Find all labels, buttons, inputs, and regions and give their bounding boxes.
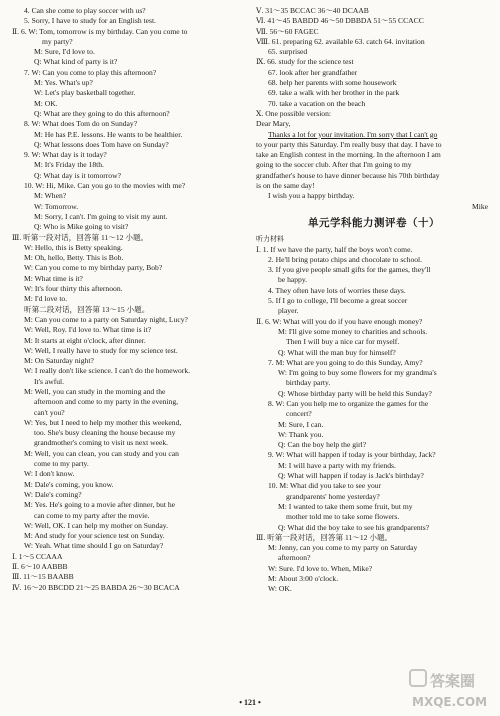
text-line: W: Well, I really have to study for my science test. — [24, 345, 178, 355]
text-line: can come to my party after the movie. — [34, 510, 150, 520]
answer-line: Ⅹ. One possible version: — [256, 108, 332, 118]
text-line: M: It starts at eight o'clock, after dinner. — [24, 335, 146, 345]
text-line: M: Dale's coming, you know. — [24, 479, 114, 489]
text-line: 听第二段对话，回答第 13～15 小题。 — [24, 304, 150, 314]
text-line: M: Can you come to a party on Saturday night, Lucy? — [24, 314, 188, 324]
text-line: M: When? — [34, 191, 67, 201]
text-line: M: Well, you can clean, you can study and you can — [24, 448, 179, 458]
text-line: M: Yes. What's up? — [34, 78, 93, 88]
script-line: birthday party. — [286, 378, 331, 388]
text-line: 4. Can she come to play soccer with us? — [24, 6, 146, 15]
section-title: 单元学科能力测评卷（十） — [308, 216, 440, 229]
script-line: 2. He'll bring potato chips and chocolate to school. — [268, 254, 423, 264]
text-line: afternoon and come to my party in the evening, — [34, 397, 179, 407]
text-line: Q: What lessons does Tom have on Sunday? — [34, 139, 169, 149]
answer-line: 70. take a vacation on the beach — [268, 98, 366, 108]
script-line: Ⅲ. 听第一段对话，回答第 11～12 小题。 — [256, 532, 393, 542]
script-line: W: Thank you. — [278, 429, 324, 439]
text-line: W: Yes, but I need to help my mother this weekend, — [24, 417, 182, 427]
answer-line: Ⅸ. 66. study for the science test — [256, 57, 354, 67]
answer-line: 68. help her parents with some housework — [268, 78, 397, 88]
text-line: M: Well, you can study in the morning and the — [24, 386, 166, 396]
section-subhead: 听力材料 — [256, 235, 284, 244]
watermark-line1: 答案圈 — [430, 672, 476, 690]
script-line: M: I will have a party with my friends. — [278, 460, 396, 470]
listening-script — [256, 245, 492, 595]
letter-line: to your party this Saturday. I'm really busy that day. I have to — [256, 139, 442, 149]
script-line: W: Sure. I'd love to. When, Mike? — [268, 563, 373, 573]
text-line: W: Hello, this is Betty speaking. — [24, 242, 123, 252]
text-line: 8. W: What does Tom do on Sunday? — [24, 119, 138, 129]
text-line: Ⅲ. 11～15 BAABB — [12, 572, 74, 582]
text-line: M: And study for your science test on Sunday. — [24, 531, 165, 541]
script-line: 10. M: What did you take to see your — [268, 481, 382, 491]
text-line: my party? — [42, 36, 73, 46]
text-line: M: He has P.E. lessons. He wants to be healthier. — [34, 129, 183, 139]
page-number: • 121 • — [239, 698, 261, 707]
script-line: player. — [278, 306, 299, 316]
script-line: Then I will buy a nice car for myself. — [286, 337, 400, 347]
text-line: Q: Who is Mike going to visit? — [34, 222, 129, 232]
text-line: M: Sure, I'd love to. — [34, 47, 95, 57]
script-line: grandparents' home yesterday? — [286, 491, 380, 501]
script-line: 9. W: What will happen if today is your birthday, Jack? — [268, 450, 436, 460]
text-line: W: I don't know. — [24, 469, 75, 479]
answer-line: 67. look after her grandfather — [268, 67, 358, 77]
text-line: Ⅰ. 1～5 CCAAA — [12, 551, 63, 561]
answer-line: 65. surprised — [268, 47, 308, 57]
letter-line: take an English contest in the morning. In the afternoon I am — [256, 150, 441, 160]
left-column — [12, 6, 246, 593]
text-line: 10. W: Hi, Mike. Can you go to the movies with me? — [24, 181, 186, 191]
text-line: come to my party. — [34, 459, 89, 469]
script-line: be happy. — [278, 275, 308, 285]
script-line: Ⅱ. 6. W: What will you do if you have enough money? — [256, 316, 423, 326]
answers-top — [256, 6, 492, 130]
answer-line: Ⅷ. 61. preparing 62. available 63. catch 64. invitation — [256, 36, 425, 46]
text-line: 5. Sorry, I have to study for an English test. — [24, 16, 156, 26]
script-line: Q: Whose birthday party will be held this Sunday? — [278, 388, 432, 398]
letter-line: grandfather's house to have dinner because his 70th birthday — [256, 170, 440, 180]
text-line: Ⅳ. 16～20 BBCDD 21～25 BABDA 26～30 BCACA — [12, 582, 180, 592]
text-line: Ⅱ. 6. W: Tom, tomorrow is my birthday. Can you come to — [12, 26, 188, 36]
script-line: M: Sure, I can. — [278, 419, 324, 429]
letter-line: going to the soccer club. After that I'm going to my — [256, 160, 412, 170]
text-line: Q: What kind of party is it? — [34, 57, 118, 67]
script-line: 4. They often have lots of worries these days. — [268, 285, 406, 295]
script-line: Q: What did the boy take to see his grandparents? — [278, 522, 430, 532]
text-line: W: Let's play basketball together. — [34, 88, 136, 98]
right-column — [256, 6, 492, 595]
text-line: W: Dale's coming? — [24, 489, 82, 499]
text-line: W: Yeah. What time should I go on Saturday? — [24, 541, 164, 551]
text-line: It's awful. — [34, 376, 65, 386]
text-line: grandmother's coming to visit us next week. — [34, 438, 169, 448]
text-line: M: What time is it? — [24, 273, 83, 283]
script-line: Q: What will happen if today is Jack's birthday? — [278, 471, 424, 481]
script-line: concert? — [286, 409, 312, 419]
text-line: Ⅲ. 听第一段对话，回答第 11～12 小题。 — [12, 232, 149, 242]
text-line: W: Well, Roy. I'd love to. What time is it? — [24, 325, 152, 335]
sample-letter — [256, 130, 492, 202]
letter-line: Thanks a lot for your invitation. I'm sorry that I can't go — [268, 129, 438, 139]
text-line: M: I'd love to. — [24, 294, 68, 304]
text-line: Q: What are they going to do this afternoon? — [34, 108, 170, 118]
letter-signature: Mike — [471, 201, 488, 211]
answer-line: Ⅴ. 31～35 BCCAC 36～40 DCAAB — [256, 6, 369, 15]
script-line: 8. W: Can you help me to organize the games for the — [268, 398, 429, 408]
script-line: 7. M: What are you going to do this Sunday, Amy? — [268, 357, 423, 367]
text-line: can't you? — [34, 407, 65, 417]
script-line: Q: What will the man buy for himself? — [278, 347, 396, 357]
text-line: M: OK. — [34, 98, 58, 108]
script-line: W: I'm going to buy some flowers for my grandma's — [278, 368, 437, 378]
script-line: 3. If you give people small gifts for the games, they'll — [268, 265, 431, 275]
letter-line: is on the same day! — [256, 181, 315, 191]
text-line: M: Sorry, I can't. I'm going to visit my aunt. — [34, 211, 168, 221]
answer-line: Dear Mary, — [256, 119, 291, 129]
text-line: too. She's busy cleaning the house because my — [34, 428, 176, 438]
text-line: 7. W: Can you come to play this afternoon? — [24, 67, 157, 77]
script-line: M: I'll give some money to charities and schools. — [278, 326, 428, 336]
text-line: 9. W: What day is it today? — [24, 150, 107, 160]
text-line: M: It's Friday the 18th. — [34, 160, 104, 170]
text-line: M: On Saturday night? — [24, 356, 94, 366]
script-line: mother told me to take some flowers. — [286, 512, 400, 522]
script-line: 5. If I go to college, I'll become a great soccer — [268, 296, 408, 306]
script-line: Ⅰ. 1. If we have the party, half the boys won't come. — [256, 244, 413, 254]
watermark-line2: MXQE.COM — [412, 695, 488, 709]
text-line: M: Yes. He's going to a movie after dinner, but he — [24, 500, 176, 510]
text-line: M: Oh, hello, Betty. This is Bob. — [24, 253, 124, 263]
answer-line: Ⅶ. 56～60 FAGEC — [256, 26, 319, 36]
script-line: Q: Can the boy help the girl? — [278, 440, 367, 450]
text-line: W: Tomorrow. — [34, 201, 79, 211]
script-line: W: OK. — [268, 584, 292, 594]
script-line: M: I wanted to take them some fruit, but my — [278, 501, 413, 511]
text-line: W: Can you come to my birthday party, Bob? — [24, 263, 163, 273]
watermark-logo — [408, 668, 494, 712]
script-line: afternoon? — [278, 553, 311, 563]
letter-line: I wish you a happy birthday. — [268, 191, 355, 201]
text-line: W: Well, OK. I can help my mother on Sunday. — [24, 520, 168, 530]
script-line: M: About 3:00 o'clock. — [268, 574, 339, 584]
text-line: W: I really don't like science. I can't do the homework. — [24, 366, 191, 376]
text-line: Ⅱ. 6～10 AABBB — [12, 562, 68, 572]
answer-line: Ⅵ. 41～45 BABDD 46～50 DBBDA 51～55 CCACC — [256, 16, 424, 26]
text-line: W: It's four thirty this afternoon. — [24, 284, 123, 294]
text-line: Q: What day is it tomorrow? — [34, 170, 121, 180]
script-line: M: Jenny, can you come to my party on Saturday — [268, 543, 418, 553]
answer-line: 69. take a walk with her brother in the park — [268, 88, 400, 98]
